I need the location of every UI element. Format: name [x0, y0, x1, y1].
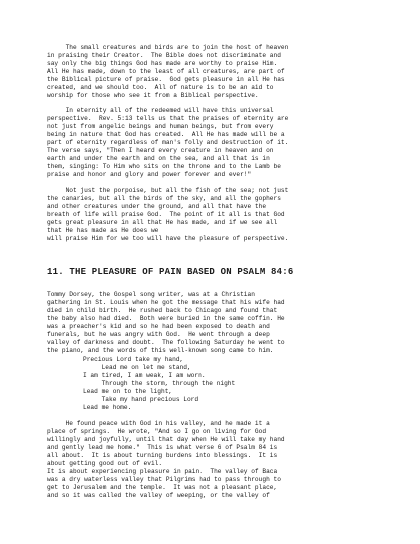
paragraph-tommy-dorsey: Tommy Dorsey, the Gospel song writer, was at a Christian gathering in St. Louis when he got the message that his wife had died in child birth. He rushed back to Chicago and found that the baby also had died. Both were buried in the same coffin. He was a preacher's kid and so he had been exposed to death and funerals, but he was angry with God. He went through a deep valley of darkness and doubt. The following Saturday he went to the piano, and the words of this well-known song came to him.	[47, 291, 285, 354]
paragraph-found-peace: He found peace with God in his valley, and he made it a place of springs. He wrote, "And so I go on living for God willingly and joyfully, until that day when He will take my hand and gently lead me home." This is what verse 6 of Psalm 84 is all about. It is about turning burdens into blessings. It is about getting good out of evil. It is about experiencing pleasure in pain. The valley of Baca was a dry waterless valley that Pilgrims had to pass through to get to Jerusalem and the temple. It was not a pleasant place, and so it was called the valley of weeping, or the valley of	[47, 420, 285, 499]
paragraph-eternity: In eternity all of the redeemed will have this universal perspective. Rev. 5:13 tells us that the praises of eternity are not just from angelic beings and human beings, but from every being in nature that God has created. All He has made will be a part of eternity regardless of man's folly and destruction of it. The verse says, "Then I heard every creature in heaven and on earth and under the earth and on the sea, and all that is in them, singing: To Him who sits on the throne and to the Lamb be praise and honor and glory and power forever and ever!"	[47, 107, 289, 178]
poem-precious-lord: Precious Lord take my hand, Lead me on let me stand, I am tired, I am weak, I am worn. Through the storm, through the night Lead me on to the light, Take my hand precious Lord Lead me home.	[83, 356, 236, 411]
paragraph-small-creatures: The small creatures and birds are to join the host of heaven in praising their Creator. The Bible does not discriminate and say only the big things God has made are worthy to praise Him. All He has made, down to the least of all creatures, are part of the Biblical picture of praise. God gets pleasure in all He has created, and we should too. All of nature is to be an aid to worship for those who see it from a Biblical perspective.	[47, 44, 289, 99]
paragraph-porpoise: Not just the porpoise, but all the fish of the sea; not just the canaries, but all the birds of the sky, and all the gophers and other creatures under the ground, and all that have the breath of life will praise God. The point of it all is that God gets great pleasure in all that He has made, and if we see all that He has made as He does we will praise Him for we too will have the pleasure of perspective.	[47, 187, 289, 242]
section-heading: 11. THE PLEASURE OF PAIN BASED ON PSALM 84:6	[47, 267, 294, 277]
